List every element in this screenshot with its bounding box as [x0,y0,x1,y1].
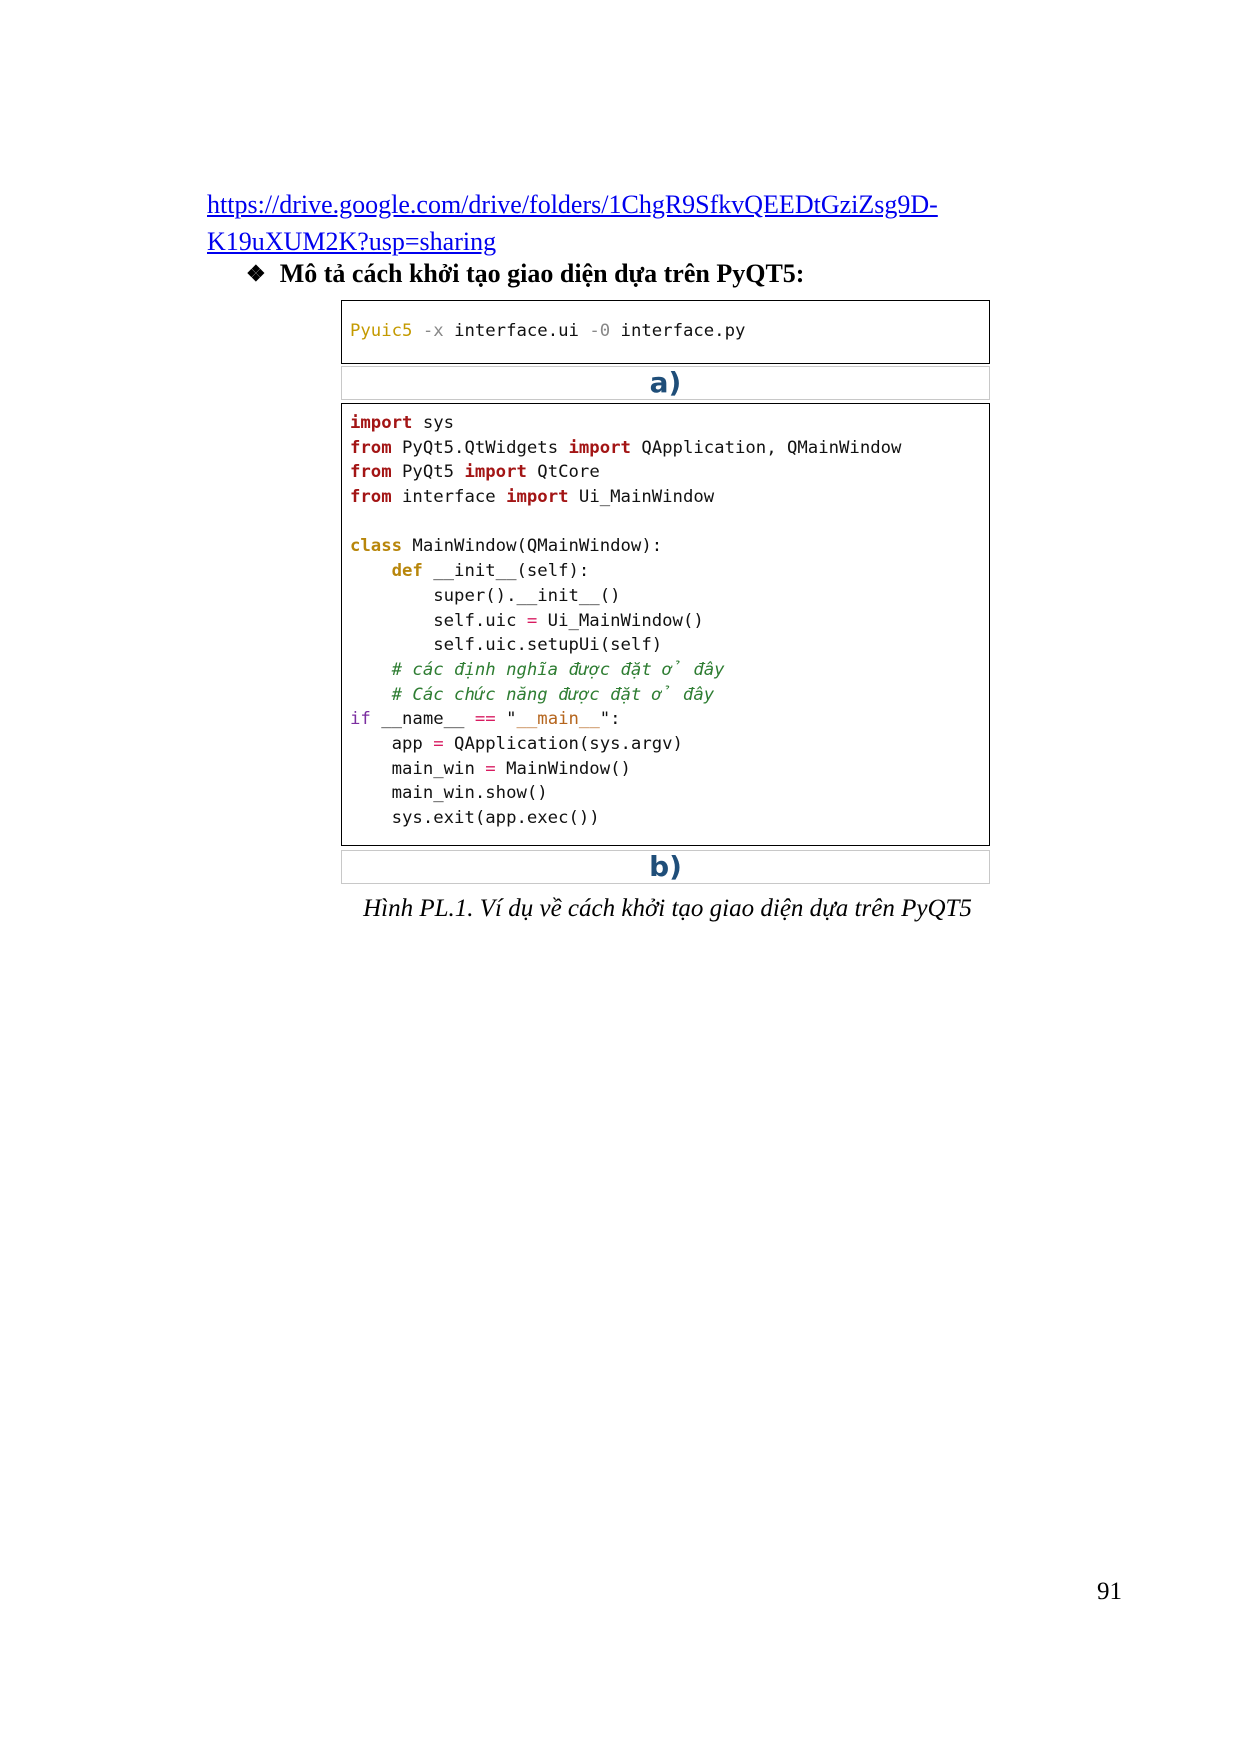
code-line [350,534,989,559]
keyword: class [350,536,403,557]
code-text: app [350,733,434,754]
keyword: import [464,462,527,483]
keyword: if [350,709,371,730]
code-line: sys.exit(app.exec()) [350,808,600,828]
code-text: self.uic [350,610,527,631]
code-text: MainWindow() [495,758,631,779]
section-heading-text: Mô tả cách khởi tạo giao diện dựa trên PyQT5: [279,259,805,288]
keyword: from [350,462,392,483]
keyword: import [350,413,413,433]
code-line [350,707,989,732]
code-line [350,609,989,634]
code-line: super().__init__() [350,585,621,606]
code-line [350,411,989,436]
figure-caption: Hình PL.1. Ví dụ về cách khởi tạo giao diện dựa trên PyQT5 [363,895,972,922]
code-text: Ui_MainWindow() [537,610,704,631]
code-line [350,757,989,782]
keyword: from [350,437,392,458]
code-line [350,485,989,510]
code-text: PyQt5.QtWidgets [391,437,569,458]
diamond-bullet-icon: ❖ [246,261,266,286]
code-text: __name__ [370,709,475,730]
code-text: QApplication(sys.argv) [443,733,683,754]
code-comment: # Các chức năng được đặt ở đây [350,684,715,705]
code-text: QApplication, QMainWindow [630,437,902,458]
command-line [350,319,989,344]
operator: = [526,610,538,631]
keyword: def [391,561,423,582]
code-line [350,460,989,485]
keyword: import [506,487,569,508]
code-line [350,732,989,757]
flag-x: -x [422,321,444,341]
code-text: Ui_MainWindow [568,487,715,508]
output-file: interface.py [620,321,746,341]
code-text: QtCore [526,462,600,483]
string-literal: __main__ [516,709,600,730]
figure-label-b: b) [341,850,990,884]
drive-link[interactable] [207,186,1007,260]
code-text: interface [391,487,507,508]
operator: == [474,709,496,730]
code-line: self.uic.setupUi(self) [350,635,663,656]
keyword: from [350,487,392,508]
code-comment: # các định nghĩa được đặt ở đây [350,659,725,680]
code-text: PyQt5 [391,462,465,483]
command-code-box [341,300,990,364]
flag-o: -0 [589,321,611,341]
keyword: import [568,437,631,458]
operator: = [485,758,496,779]
code-blank-line [350,510,989,535]
command-name: Pyuic5 [350,321,413,341]
code-text: __init__(self): [422,561,590,582]
code-line [350,436,989,461]
code-text: sys [412,413,455,433]
code-text: MainWindow(QMainWindow): [402,536,663,557]
code-text: ": [599,709,621,730]
code-line: main_win.show() [350,783,548,804]
drive-link-line-1[interactable]: https://drive.google.com/drive/folders/1ChgR9SfkvQEEDtGziZsg9D- [207,190,938,219]
code-text: main_win [350,758,486,779]
indent [350,561,392,581]
figure-label-a: a) [341,366,990,400]
code-line [350,559,989,584]
drive-link-line-2[interactable]: K19uXUM2K?usp=sharing [207,227,497,256]
operator: = [433,733,444,754]
code-text: " [495,709,517,730]
python-code-box [341,403,990,846]
input-file: interface.ui [454,321,579,341]
page-number: 91 [1097,1578,1122,1605]
section-heading [246,259,804,289]
